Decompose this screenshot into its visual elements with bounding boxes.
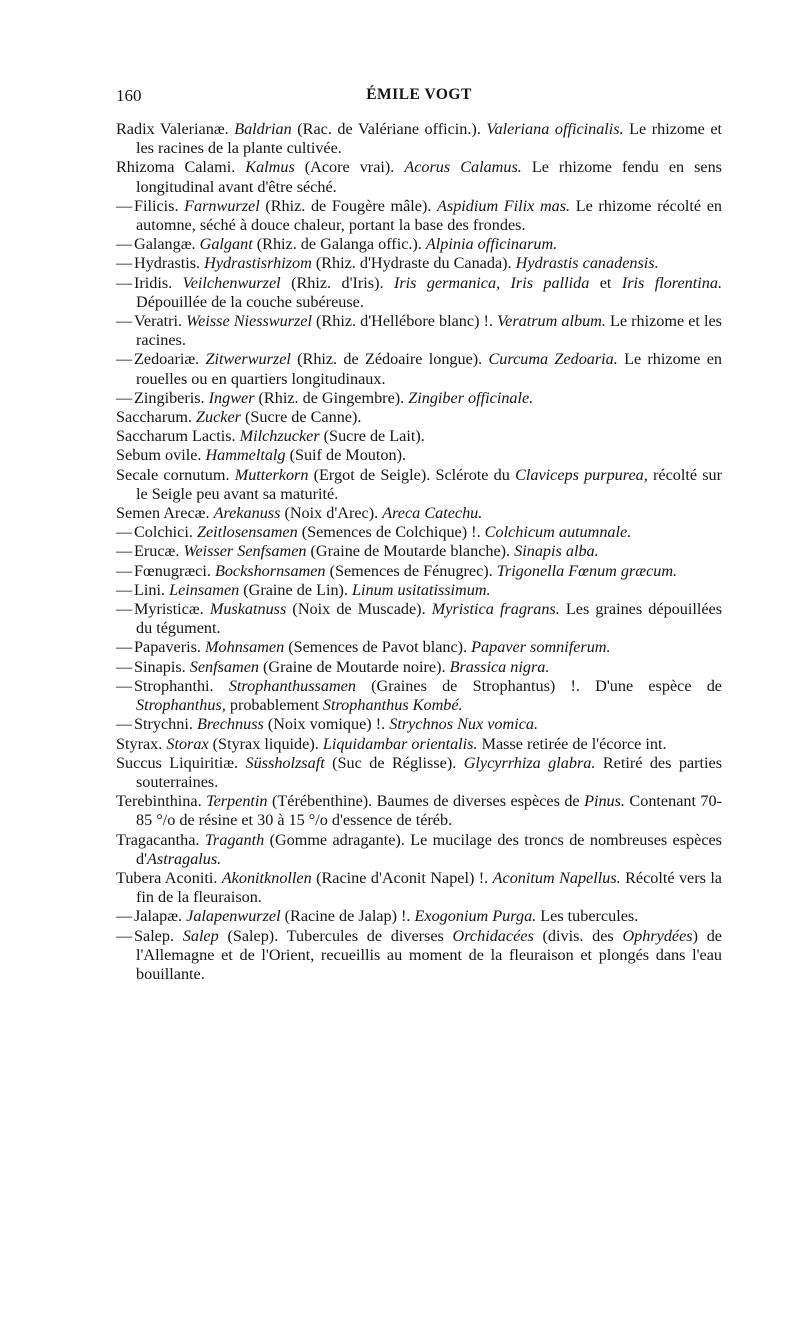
entry-text: Jalapæ. — [134, 907, 187, 926]
italic-term: Iris germanica, Iris pallida — [393, 273, 590, 292]
sub-entry — [116, 274, 722, 312]
sub-entry — [116, 638, 722, 657]
entry — [116, 754, 722, 792]
ditto-dash: — — [116, 523, 133, 542]
italic-term: Bockshornsamen — [214, 561, 326, 580]
entry-text: Les tubercules. — [536, 907, 639, 926]
italic-term: Strophanthussamen — [228, 676, 356, 695]
italic-term: Trigonella Fœnum græcum. — [496, 561, 678, 580]
entry-text: Terebinthina. — [116, 792, 207, 811]
italic-term: Hydrastisrhizom — [204, 254, 312, 273]
entry-text: et — [589, 273, 622, 292]
entry-text: (divis. des — [533, 926, 623, 945]
entry-text: Strophanthi. — [134, 676, 229, 695]
entry-text: Succus Liquiritiæ. — [116, 753, 246, 772]
entry-text: (Suif de Mouton). — [285, 446, 407, 465]
entry-text: (Rhiz. de Zédoaire longue). — [290, 350, 489, 369]
entry — [116, 408, 722, 427]
entry — [116, 120, 722, 158]
entry-text: Radix Valerianæ. — [116, 120, 235, 138]
entry-text: (Rhiz. d'Iris). — [280, 273, 394, 292]
entry — [116, 735, 722, 754]
entry-text: (Rhiz. d'Hellébore blanc) !. — [311, 312, 498, 331]
entry-text: (Racine de Jalap) !. — [280, 907, 415, 926]
entry-text: récolté sur le Seigle peu avant sa maturité. — [136, 465, 722, 503]
entry-text: (Semences de Pavot blanc). — [284, 638, 472, 657]
italic-term: Liquidambar orientalis. — [322, 734, 478, 753]
ditto-dash: — — [116, 676, 133, 695]
sub-entry — [116, 600, 722, 638]
sub-entry — [116, 350, 722, 388]
italic-term: Milchzucker — [239, 427, 320, 446]
italic-term: Terpentin — [206, 792, 268, 811]
entry-text: (Gomme adragante). Le mucilage des troncs de nombreuses espèces d' — [136, 830, 722, 868]
entry-text: Saccharum. — [116, 408, 197, 427]
entry — [116, 446, 722, 465]
entry-text: Tragacantha. — [116, 830, 205, 849]
italic-term: Traganth — [204, 830, 265, 849]
entry-text: (Rhiz. de Fougère mâle). — [259, 196, 438, 215]
entry-text: Les graines dépouillées du tégument. — [136, 600, 723, 638]
italic-term: Strophanthus, — [136, 696, 226, 715]
italic-term: Strychnos Nux vomica. — [389, 715, 539, 734]
italic-term: Brassica nigra. — [449, 657, 550, 676]
italic-term: Papaver somniferum. — [471, 638, 611, 657]
entry-text: (Graine de Moutarde blanche). — [306, 542, 515, 561]
entry-text: Lini. — [134, 580, 170, 599]
ditto-dash: — — [116, 600, 133, 619]
entry-text: probablement — [225, 696, 323, 715]
sub-entry — [116, 715, 722, 734]
italic-term: Hydrastis canadensis. — [515, 254, 659, 273]
italic-term: Glycyrrhiza glabra. — [463, 753, 596, 772]
italic-term: Brechnuss — [196, 715, 264, 734]
ditto-dash: — — [116, 350, 133, 369]
italic-term: Arekanuss — [213, 504, 281, 523]
entry-text: (Graine de Moutarde noire). — [259, 657, 450, 676]
entry-text: Veratri. — [134, 312, 187, 331]
entry-text: (Rhiz. de Gingembre). — [254, 388, 409, 407]
italic-term: Senfsamen — [189, 657, 259, 676]
italic-term: Leinsamen — [169, 580, 240, 599]
entry — [116, 869, 722, 907]
sub-entry — [116, 562, 722, 581]
entry-text: (Rhiz. de Galanga offic.). — [252, 235, 426, 254]
italic-term: Curcuma Zedoaria. — [488, 350, 618, 369]
italic-term: Zingiber officinale. — [408, 388, 534, 407]
entry-text: Fœnugræci. — [134, 561, 215, 580]
entry-text: (Suc de Réglisse). — [324, 753, 464, 772]
page-header — [116, 86, 722, 112]
entry-text: (Styrax liquide). — [208, 734, 323, 753]
entry-list — [116, 120, 722, 984]
entry-text: Masse retirée de l'écorce int. — [477, 734, 667, 753]
entry-text: (Noix vomique) !. — [263, 715, 390, 734]
italic-term: Farnwurzel — [184, 196, 260, 215]
entry — [116, 792, 722, 830]
italic-term: Areca Catechu. — [382, 504, 483, 523]
entry-text: Erucæ. — [134, 542, 184, 561]
italic-term: Veilchenwurzel — [182, 273, 281, 292]
entry — [116, 831, 722, 869]
italic-term: Orchidacées — [452, 926, 534, 945]
italic-term: Salep — [182, 926, 219, 945]
ditto-dash: — — [116, 312, 133, 331]
entry-text: Colchici. — [134, 523, 197, 542]
entry-text: Tubera Aconiti. — [116, 868, 222, 887]
entry-text: Le rhizome récolté en automne, séché à douce chaleur, portant la base des frondes. — [136, 196, 722, 235]
entry-text: Semen Arecæ. — [116, 504, 214, 523]
italic-term: Muskatnuss — [209, 600, 287, 619]
ditto-dash: — — [116, 196, 133, 215]
italic-term: Valeriana officinalis. — [486, 120, 624, 138]
italic-term: Jalapenwurzel — [186, 907, 281, 926]
entry-text: (Salep). Tubercules de diverses — [218, 926, 453, 945]
ditto-dash: — — [116, 388, 133, 407]
entry-text: Le rhizome et les racines. — [136, 312, 722, 350]
entry-text: Le rhizome fendu en sens longitudinal avant d'être séché. — [136, 158, 722, 196]
entry-text: Le rhizome en rouelles ou en quartiers longitudinaux. — [136, 350, 722, 388]
ditto-dash: — — [116, 273, 133, 292]
ditto-dash: — — [116, 254, 133, 273]
sub-entry — [116, 523, 722, 542]
italic-term: Pinus. — [584, 792, 625, 811]
sub-entry — [116, 581, 722, 600]
italic-term: Süssholzsaft — [245, 753, 325, 772]
entry-text: (Racine d'Aconit Napel) !. — [311, 868, 493, 887]
entry-text: Galangæ. — [134, 235, 200, 254]
italic-term: Galgant — [199, 235, 253, 254]
entry-text: Dépouillée de la couche subéreuse. — [136, 292, 364, 311]
entry-text: Sinapis. — [134, 657, 190, 676]
sub-entry — [116, 658, 722, 677]
entry-text: Styrax. — [116, 734, 167, 753]
entry-text: Iridis. — [134, 273, 183, 292]
entry-text: Zingiberis. — [134, 388, 209, 407]
italic-term: Akonitknollen — [221, 868, 312, 887]
ditto-dash: — — [116, 561, 133, 580]
italic-term: Baldrian — [234, 120, 292, 138]
entry-text: Sebum ovile. — [116, 446, 206, 465]
ditto-dash: — — [116, 657, 133, 676]
entry-text: (Rac. de Valériane officin.). — [291, 120, 487, 138]
italic-term: Veratrum album. — [497, 312, 606, 331]
italic-term: Alpinia officinarum. — [425, 235, 558, 254]
ditto-dash: — — [116, 715, 133, 734]
entry — [116, 427, 722, 446]
ditto-dash: — — [116, 926, 133, 945]
entry — [116, 466, 722, 504]
entry — [116, 504, 722, 523]
italic-term: Ingwer — [208, 388, 255, 407]
entry-text: Récolté vers la fin de la fleuraison. — [136, 868, 722, 907]
italic-term: Mutterkorn — [234, 465, 309, 484]
sub-entry — [116, 197, 722, 235]
ditto-dash: — — [116, 638, 133, 657]
ditto-dash: — — [116, 542, 133, 561]
italic-term: Acorus Calamus. — [404, 158, 522, 177]
entry-text: (Graines de Strophantus) !. D'une espèce de — [355, 676, 722, 695]
entry-text: Zedoariæ. — [134, 350, 206, 369]
ditto-dash: — — [116, 907, 133, 926]
entry-text: (Noix de Muscade). — [286, 600, 432, 619]
entry-text: (Sucre de Canne). — [240, 408, 362, 427]
entry-text: (Graine de Lin). — [239, 580, 353, 599]
ditto-dash: — — [116, 580, 133, 599]
entry-text: (Semences de Colchique) !. — [297, 523, 485, 542]
entry-text: Contenant 70-85 °/o de résine et 30 à 15 °/o d'essence de téréb. — [136, 792, 722, 830]
italic-term: Sinapis alba. — [514, 542, 599, 561]
entry-text: Papaveris. — [134, 638, 206, 657]
italic-term: Zeitlosensamen — [196, 523, 298, 542]
sub-entry — [116, 389, 722, 408]
sub-entry — [116, 312, 722, 350]
entry-text: (Rhiz. d'Hydraste du Canada). — [311, 254, 516, 273]
italic-term: Storax — [166, 734, 209, 753]
italic-term: Exogonium Purga. — [414, 907, 537, 926]
entry-text: (Térébenthine). Baumes de diverses espèces de — [267, 792, 585, 811]
sub-entry — [116, 235, 722, 254]
italic-term: Mohnsamen — [205, 638, 285, 657]
sub-entry — [116, 927, 722, 985]
ditto-dash: — — [116, 235, 133, 254]
entry-text: ) de l'Allemagne et de l'Orient, recueillis au moment de la fleuraison et plongés dans l'eau bouillante. — [136, 926, 722, 983]
entry-text: Retiré des parties souterraines. — [136, 753, 722, 791]
entry-text: Myristicæ. — [134, 600, 210, 619]
entry-text: (Noix d'Arec). — [280, 504, 383, 523]
italic-term: Claviceps purpurea, — [515, 465, 648, 484]
sub-entry — [116, 254, 722, 273]
entry-text: (Semences de Fénugrec). — [325, 561, 497, 580]
entry-text: (Sucre de Lait). — [319, 427, 425, 446]
italic-term: Aconitum Napellus. — [492, 868, 621, 887]
italic-term: Iris florentina. — [621, 273, 723, 292]
italic-term: Kalmus — [245, 158, 295, 177]
italic-term: Linum usitatissimum. — [352, 580, 491, 599]
italic-term: Ophrydées — [622, 926, 693, 945]
italic-term: Aspidium Filix mas. — [437, 196, 571, 215]
italic-term: Weisser Senfsamen — [183, 542, 307, 561]
italic-term: Colchicum autumnale. — [484, 523, 632, 542]
entry — [116, 158, 722, 196]
entry-text: Strychni. — [134, 715, 197, 734]
entry-text: (Acore vrai). — [294, 158, 405, 177]
entry-text: Salep. — [134, 926, 183, 945]
entry-text: (Ergot de Seigle). Sclérote du — [308, 465, 516, 484]
italic-term: Myristica fragrans. — [431, 600, 560, 619]
page-number: 160 — [116, 86, 142, 105]
italic-term: Strophanthus Kombé. — [322, 696, 463, 715]
entry-text: Filicis. — [134, 196, 185, 215]
entry-text: Secale cornutum. — [116, 465, 235, 484]
entry-text: Saccharum Lactis. — [116, 427, 240, 446]
italic-term: Astragalus. — [147, 849, 222, 868]
italic-term: Weisse Niesswurzel — [186, 312, 312, 331]
entry-text: Hydrastis. — [134, 254, 205, 273]
sub-entry — [116, 907, 722, 926]
entry-text: Rhizoma Calami. — [116, 158, 246, 177]
italic-term: Hammeltalg — [205, 446, 286, 465]
italic-term: Zitwerwurzel — [205, 350, 291, 369]
sub-entry — [116, 677, 722, 715]
italic-term: Zucker — [196, 408, 241, 427]
entry-text: Le rhizome et les racines de la plante cultivée. — [136, 120, 722, 158]
running-title: ÉMILE VOGT — [366, 86, 472, 103]
sub-entry — [116, 542, 722, 561]
